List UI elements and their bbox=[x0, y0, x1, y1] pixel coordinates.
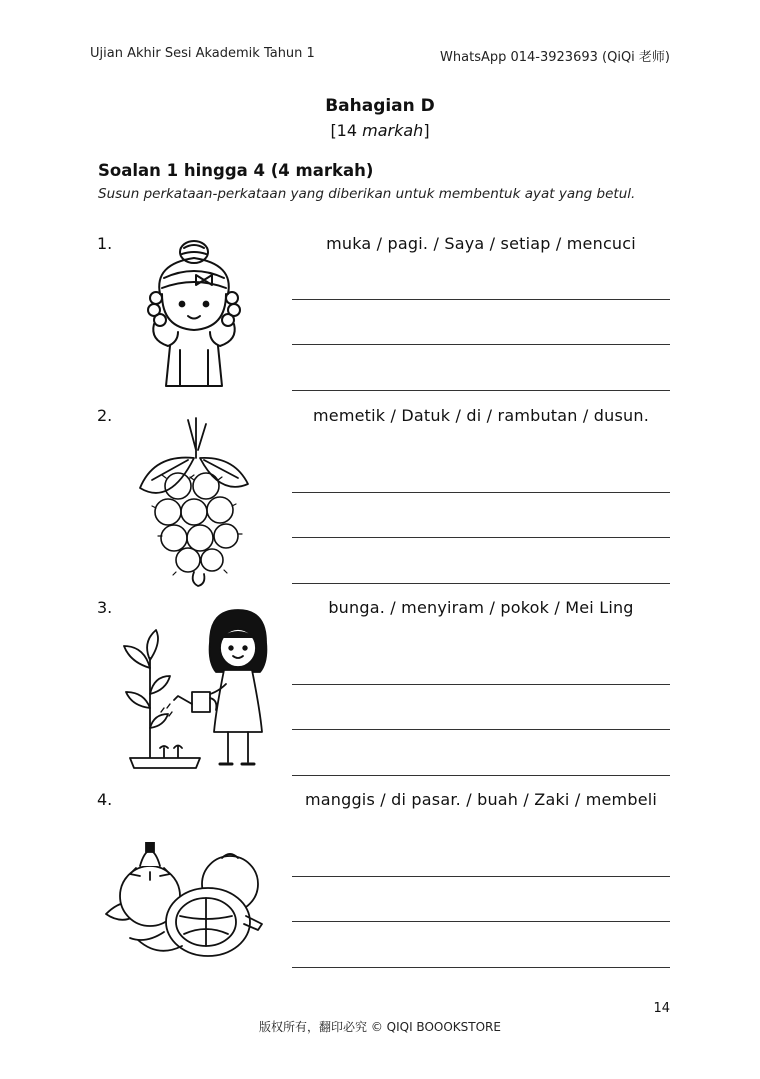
answer-line bbox=[292, 492, 670, 493]
section-marks bbox=[0, 121, 760, 140]
answer-line bbox=[292, 876, 670, 877]
footer-copyright: 版权所有，翻印必究 © QIQI BOOOKSTORE bbox=[259, 1020, 501, 1034]
header-left-text: Ujian Akhir Sesi Akademik Tahun 1 bbox=[90, 46, 315, 61]
question-number: 3. bbox=[97, 598, 113, 617]
question-number: 1. bbox=[97, 234, 113, 253]
header-right-text: WhatsApp 014-3923693 (QiQi 老师) bbox=[440, 50, 670, 65]
girl-washing-face-icon bbox=[146, 238, 242, 390]
question-number: 2. bbox=[97, 406, 113, 425]
question-4 bbox=[0, 790, 760, 970]
marks-open: [14 bbox=[330, 121, 363, 140]
answer-line bbox=[292, 583, 670, 584]
marks-word: markah bbox=[362, 121, 424, 140]
rambutan-bunch-icon bbox=[136, 416, 252, 588]
answer-line bbox=[292, 967, 670, 968]
answer-line bbox=[292, 390, 670, 391]
question-3 bbox=[0, 598, 760, 778]
answer-line bbox=[292, 537, 670, 538]
marks-close: ] bbox=[423, 121, 430, 140]
answer-line bbox=[292, 775, 670, 776]
question-words: manggis / di pasar. / buah / Zaki / membeli bbox=[304, 790, 658, 809]
answer-line bbox=[292, 921, 670, 922]
question-words: bunga. / menyiram / pokok / Mei Ling bbox=[328, 598, 634, 617]
section-title: Bahagian D bbox=[325, 96, 435, 116]
instruction-text: Susun perkataan-perkataan yang diberikan untuk membentuk ayat yang betul. bbox=[98, 186, 636, 202]
question-2 bbox=[0, 406, 760, 586]
mangosteen-fruits-icon bbox=[102, 842, 268, 960]
question-1 bbox=[0, 234, 760, 414]
question-words: memetik / Datuk / di / rambutan / dusun. bbox=[313, 406, 649, 425]
girl-watering-plant-icon bbox=[120, 608, 272, 772]
answer-line bbox=[292, 299, 670, 300]
questions-heading: Soalan 1 hingga 4 (4 markah) bbox=[98, 161, 374, 180]
question-words: muka / pagi. / Saya / setiap / mencuci bbox=[326, 234, 636, 253]
page-number: 14 bbox=[653, 1001, 670, 1016]
answer-line bbox=[292, 684, 670, 685]
answer-line bbox=[292, 344, 670, 345]
answer-line bbox=[292, 729, 670, 730]
question-number: 4. bbox=[97, 790, 113, 809]
